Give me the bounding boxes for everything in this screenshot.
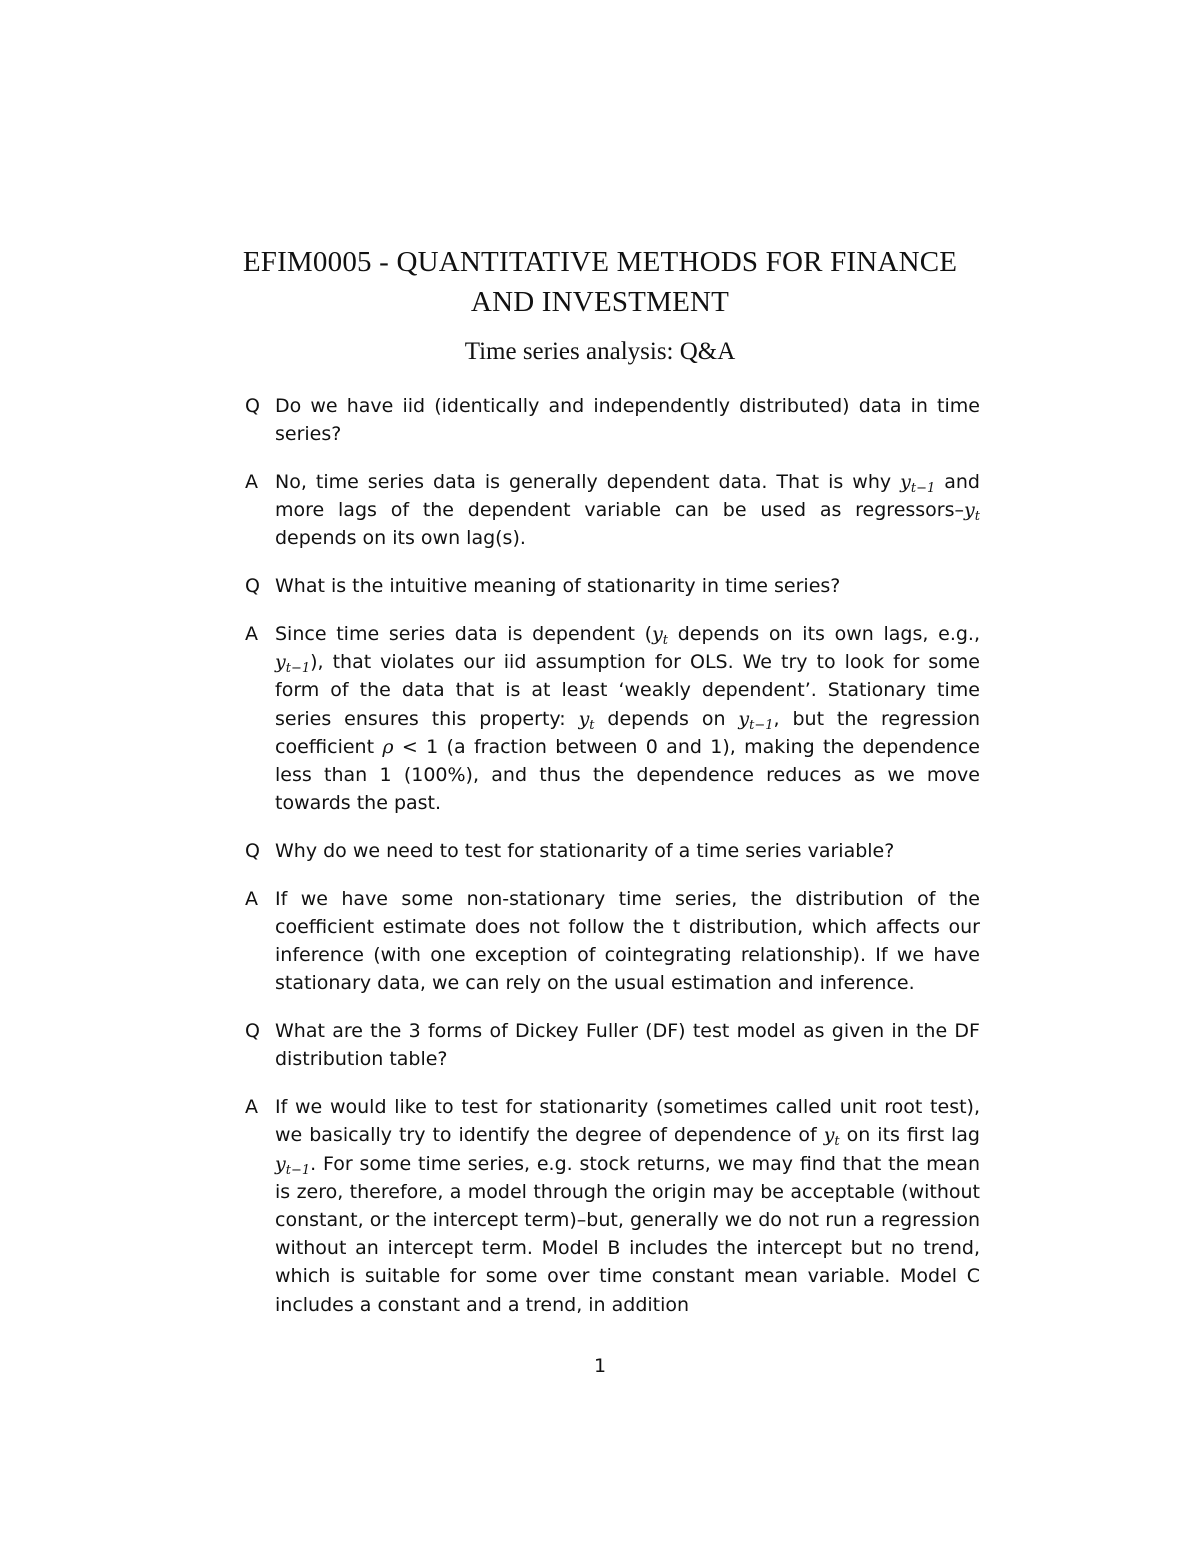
math-variable: y xyxy=(964,499,975,522)
question-text: What are the 3 forms of Dickey Fuller (DF) test model as given in the DF distribution table? xyxy=(275,1020,980,1071)
question-text: Why do we need to test for stationarity of a time series variable? xyxy=(275,840,895,863)
math-subscript: t xyxy=(589,717,595,733)
math-subscript: t xyxy=(662,633,669,648)
math-subscript: t−1 xyxy=(910,481,936,496)
answer-text: and more lags of the dependent variable can be used as regressors– xyxy=(275,471,980,522)
answer-text: ), that violates our iid assumption for OLS. We try to look for some form of the data that is at least ‘weakly dependent’. Stationary time series ensures this property: xyxy=(275,651,980,730)
math-subscript: t−1 xyxy=(285,1162,311,1178)
page-number: 1 xyxy=(593,1355,607,1377)
question-4 xyxy=(245,1017,980,1073)
answer-text: If we have some non-stationary time series, the distribution of the coefficient estimate does not follow the t distribution, which affects our inference (with one exception of cointegrating relationship). If we have stationary data, we can rely on the usual estimation and inference. xyxy=(275,887,980,995)
document-title xyxy=(200,242,1000,322)
title-line-1: EFIM0005 - QUANTITATIVE METHODS FOR FINANCE xyxy=(242,246,958,278)
math-subscript: t−1 xyxy=(749,717,774,733)
answer-text: depends on its own lag(s). xyxy=(275,527,526,550)
math-variable: y xyxy=(652,623,663,645)
question-2 xyxy=(245,572,980,600)
answer-text: . For some time series, e.g. stock returns, we may find that the mean is zero, therefore, a model through the origin may be acceptable (without constant, or the intercept term)–but, generally we do not run a regression without an intercept term. Model B includes the intercept but no trend, which is suitable for some over time constant mean variable. Model C includes a constant and a trend, in addition xyxy=(275,1152,980,1316)
math-variable: y xyxy=(275,651,286,674)
answer-1 xyxy=(245,468,980,553)
question-marker: Q xyxy=(245,575,260,598)
question-marker: Q xyxy=(245,395,260,417)
math-variable: y xyxy=(738,707,750,730)
answer-marker: A xyxy=(245,471,258,493)
answer-text: No, time series data is generally dependent data. That is why xyxy=(275,471,901,493)
qa-list xyxy=(245,392,980,1338)
answer-3 xyxy=(245,885,980,998)
question-text: What is the intuitive meaning of stationarity in time series? xyxy=(275,575,841,598)
question-1 xyxy=(245,392,980,448)
answer-text: < 1 (a fraction between 0 and 1), making the dependence less than 1 (100%), and thus the dependence reduces as we move towards the past. xyxy=(275,735,980,815)
answer-text: depends on its own lags, e.g., xyxy=(668,623,980,645)
answer-text: depends on xyxy=(594,707,739,730)
math-variable: y xyxy=(578,707,590,730)
math-subscript: t−1 xyxy=(285,661,311,677)
answer-text: If we would like to test for stationarity (sometimes called unit root test), we basically try to identify the degree of dependence of xyxy=(275,1096,980,1147)
math-variable: y xyxy=(900,471,911,493)
document-subtitle: Time series analysis: Q&A xyxy=(464,338,736,365)
question-marker: Q xyxy=(245,840,260,863)
question-3 xyxy=(245,837,980,865)
answer-2 xyxy=(245,620,980,817)
answer-marker: A xyxy=(245,623,258,645)
math-subscript: t xyxy=(834,1134,840,1150)
answer-text: on its first lag xyxy=(839,1124,980,1147)
math-variable: y xyxy=(275,1152,286,1175)
answer-text: Since time series data is dependent ( xyxy=(275,623,653,645)
answer-marker: A xyxy=(245,1096,258,1119)
question-text: Do we have iid (identically and independently distributed) data in time series? xyxy=(275,395,980,446)
math-variable: y xyxy=(823,1124,835,1147)
answer-text: , but the regression coefficient xyxy=(275,707,980,758)
title-line-2: AND INVESTMENT xyxy=(470,286,730,318)
answer-4 xyxy=(245,1093,980,1319)
math-variable: ρ xyxy=(382,735,394,758)
question-marker: Q xyxy=(245,1020,260,1043)
answer-marker: A xyxy=(245,887,258,910)
math-subscript: t xyxy=(974,509,980,525)
